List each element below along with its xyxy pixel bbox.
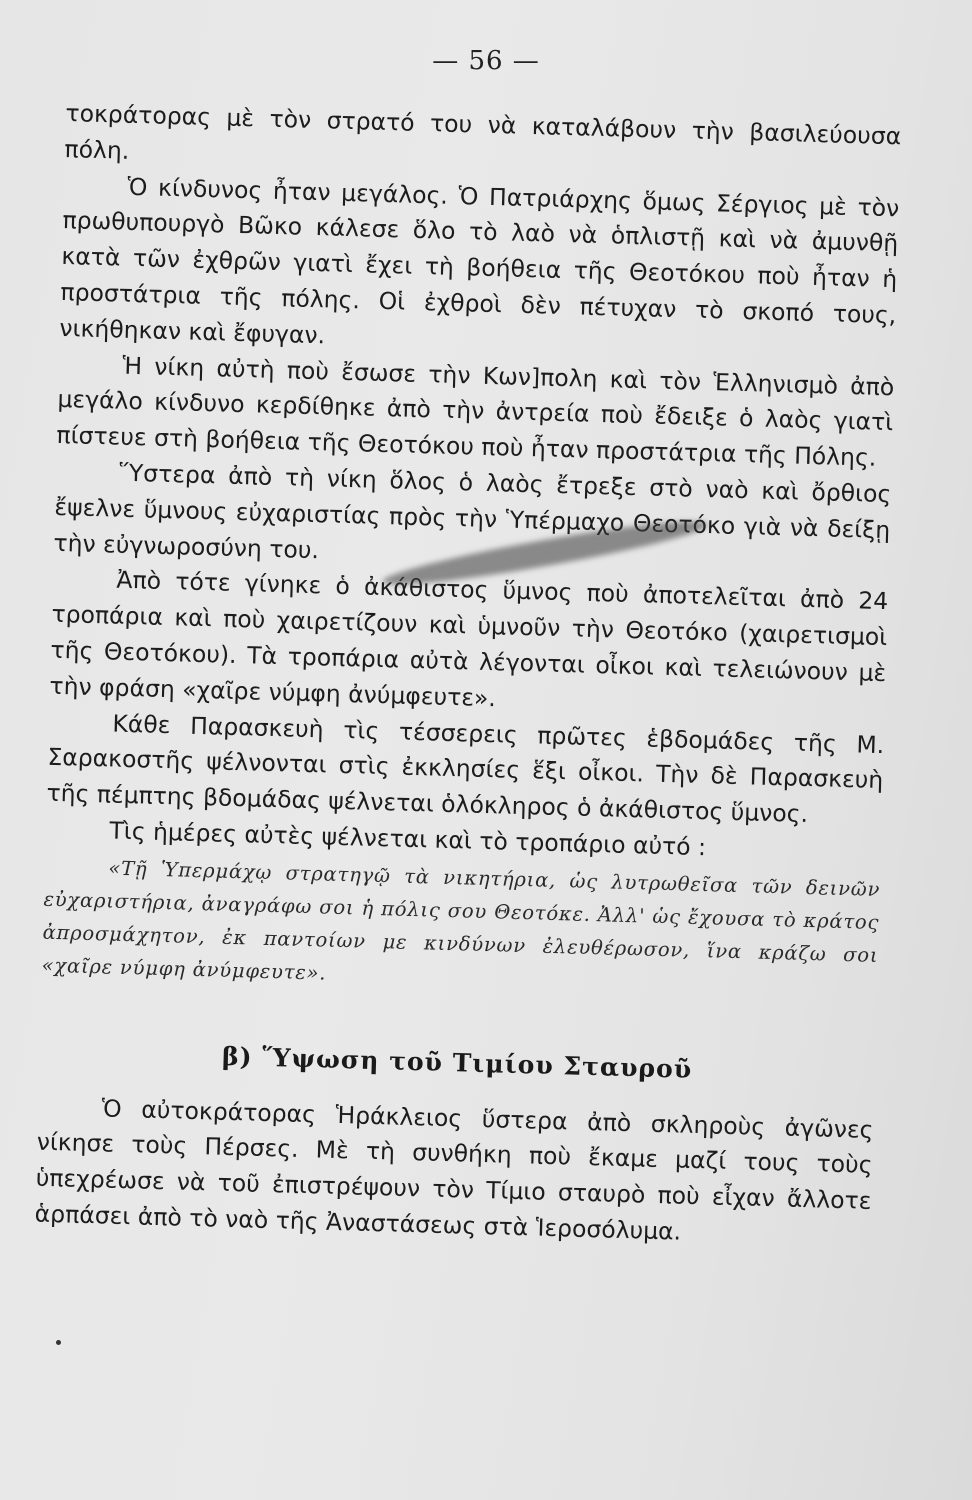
- hymn-quote: «Τῇ Ὑπερμάχῳ στρατηγῷ τὰ νικητήρια, ὡς λυτρωθεῖσα τῶν δεινῶν εὐχαριστήρια, ἀναγράφω σοι ἡ πόλις σου Θεοτόκε. Ἀλλ' ὡς ἔχουσα τὸ κράτος ἀπροσμάχητον, ἐκ παντοίων με κινδύνων ἐλευθέρωσον, ἵνα κράζω σοι «χαῖρε νύμφη ἀνύμφευτε».: [41, 856, 881, 985]
- margin-dot: [56, 1340, 61, 1345]
- paragraph: Ἀπὸ τότε γίνηκε ὁ ἀκάθιστος ὕμνος ποὺ ἀποτελεῖται ἀπὸ 24 τροπάρια καὶ ποὺ χαιρετίζουν καὶ ὑμνοῦν τὴν Θεοτόκο (χαιρετισμοὶ τῆς Θεοτόκου). Τὰ τροπάρια αὐτὰ λέγονται οἶκοι καὶ τελειώνουν μὲ τὴν φράση «χαῖρε νύμφη ἀνύμφευτε».: [49, 565, 889, 712]
- page-number: — 56 —: [432, 46, 540, 76]
- paragraph: Ὕστερα ἀπὸ τὴ νίκη ὅλος ὁ λαὸς ἔτρεξε στὸ ναὸ καὶ ὄρθιος ἔψελνε ὕμνους εὐχαριστίας πρὸς τὴν Ὑπέρμαχο Θεοτόκο γιὰ νὰ δείξῃ τὴν εὐγνωροσύνη του.: [53, 458, 892, 564]
- section-heading: β) Ὕψωση τοῦ Τιμίου Σταυροῦ: [221, 1041, 693, 1084]
- page-body: [34, 96, 901, 1256]
- paragraph: Ἡ νίκη αὐτὴ ποὺ ἔσωσε τὴν Κων]πολη καὶ τὸν Ἑλληνισμὸ ἀπὸ μεγάλο κίνδυνο κερδίθηκε ἀπὸ τὴν ἀντρεία ποὺ ἔδειξε ὁ λαὸς γιατὶ πίστευε στὴ βοήθεια τῆς Θεοτόκου ποὺ ἦταν προστάτρια τῆς Πόλης.: [56, 351, 895, 472]
- paragraph: Ὁ κίνδυνος ἦταν μεγάλος. Ὁ Πατριάρχης ὅμως Σέργιος μὲ τὸν πρωθυπουργὸ Βῶκο κάλεσε ὅλο τὸ λαὸ νὰ ὁπλιστῇ καὶ νὰ ἀμυνθῇ κατὰ τῶν ἐχθρῶν γιατὶ ἔχει τὴ βοήθεια τῆς Θεοτόκου ποὺ ἦταν ἡ προστάτρια τῆς πόλης. Οἱ ἐχθροὶ δὲν πέτυχαν τὸ σκοπό τους, νικήθηκαν καὶ ἔφυγαν.: [59, 172, 900, 350]
- paragraph: τοκράτορας μὲ τὸν στρατό του νὰ καταλάβουν τὴν βασιλεύουσα πόλη.: [64, 98, 902, 165]
- paragraph: Κάθε Παρασκευὴ τὶς τέσσερεις πρῶτες ἑβδομάδες τῆς Μ. Σαρακοστῆς ψέλνονται στὶς ἐκκλησίες ἕξι οἶκοι. Τὴν δὲ Παρασκευὴ τῆς πέμπτης βδομάδας ψέλνεται ὁλόκληρος ὁ ἀκάθιστος ὕμνος.: [46, 709, 885, 829]
- section-paragraph: Ὁ αὐτοκράτορας Ἡράκλειος ὕστερα ἀπὸ σκληροὺς ἀγῶνες νίκησε τοὺς Πέρσες. Μὲ τὴ συνθήκη ποὺ ἔκαμε μαζί τους τοὺς ὑπεχρέωσε νὰ τοῦ ἐπιστρέψουν τὸν Τίμιο σταυρὸ ποὺ εἶχαν ἄλλοτε ἁρπάσει ἀπὸ τὸ ναὸ τῆς Ἀναστάσεως στὰ Ἱεροσόλυμα.: [34, 1093, 874, 1246]
- paragraph: Τὶς ἡμέρες αὐτὲς ψέλνεται καὶ τὸ τροπάριο αὐτό :: [109, 816, 707, 862]
